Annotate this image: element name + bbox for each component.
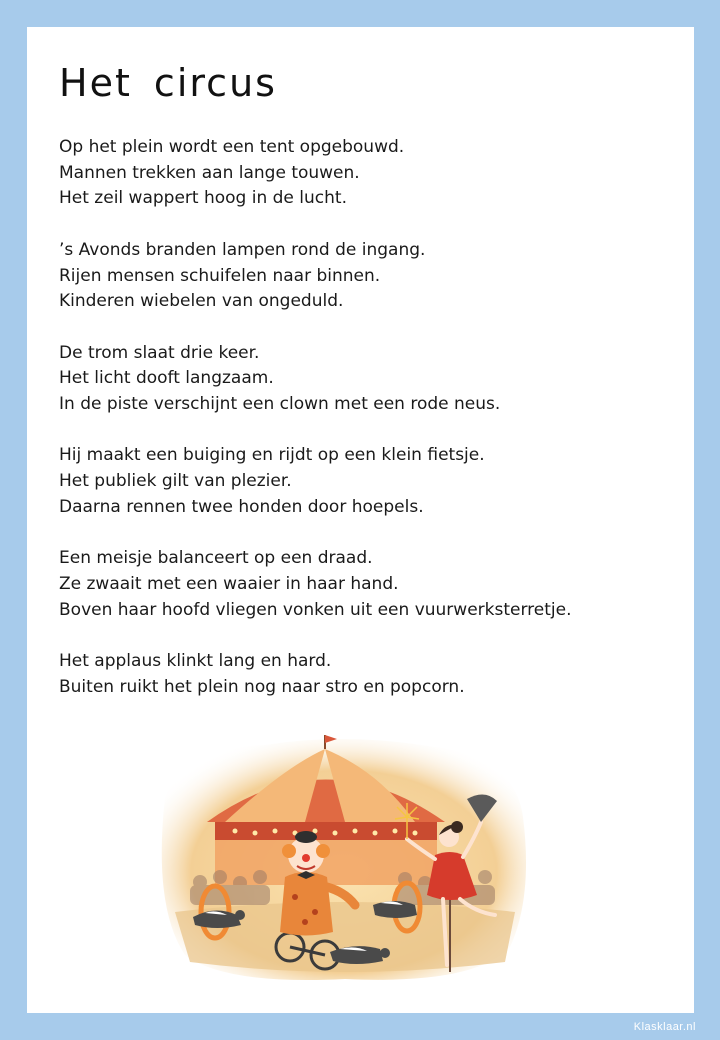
poem-line: Het zeil wappert hoog in de lucht. <box>59 188 347 209</box>
stanza <box>59 649 679 700</box>
stanza <box>59 341 679 418</box>
stanza <box>59 135 679 212</box>
poem-line: Kinderen wiebelen van ongeduld. <box>59 291 344 312</box>
stanza <box>59 238 679 315</box>
poem-line: Een meisje balanceert op een draad. <box>59 548 373 569</box>
poem-line: Hij maakt een buiging en rijdt op een klein fietsje. <box>59 445 485 466</box>
poem-line: Op het plein wordt een tent opgebouwd. <box>59 137 405 157</box>
stanza <box>59 443 679 520</box>
poem-line: Het applaus klinkt lang en hard. <box>59 650 332 671</box>
poem-line: ’s Avonds branden lampen rond de ingang. <box>59 239 426 260</box>
poem-line: De trom slaat drie keer. <box>59 342 260 363</box>
klasklaar-logo: Klasklaar.nl <box>633 1021 696 1033</box>
poem-line: Het licht dooft langzaam. <box>59 368 274 389</box>
poem <box>59 135 679 726</box>
page-title: Het circus <box>59 61 277 105</box>
stanza <box>59 546 679 623</box>
poem-line: Ze zwaait met een waaier in haar hand. <box>59 573 399 594</box>
poem-line: Rijen mensen schuifelen naar binnen. <box>59 265 381 286</box>
poem-line: Het publiek gilt van plezier. <box>59 471 292 492</box>
worksheet-page <box>27 27 694 1013</box>
poem-line: Buiten ruikt het plein nog naar stro en popcorn. <box>59 676 465 697</box>
poem-line: Mannen trekken aan lange touwen. <box>59 162 360 183</box>
circus-illustration <box>145 727 535 987</box>
poem-line: Daarna rennen twee honden door hoepels. <box>59 496 424 517</box>
poem-line: Boven haar hoofd vliegen vonken uit een vuurwerksterretje. <box>59 599 572 620</box>
poem-line: In de piste verschijnt een clown met een rode neus. <box>59 394 501 414</box>
